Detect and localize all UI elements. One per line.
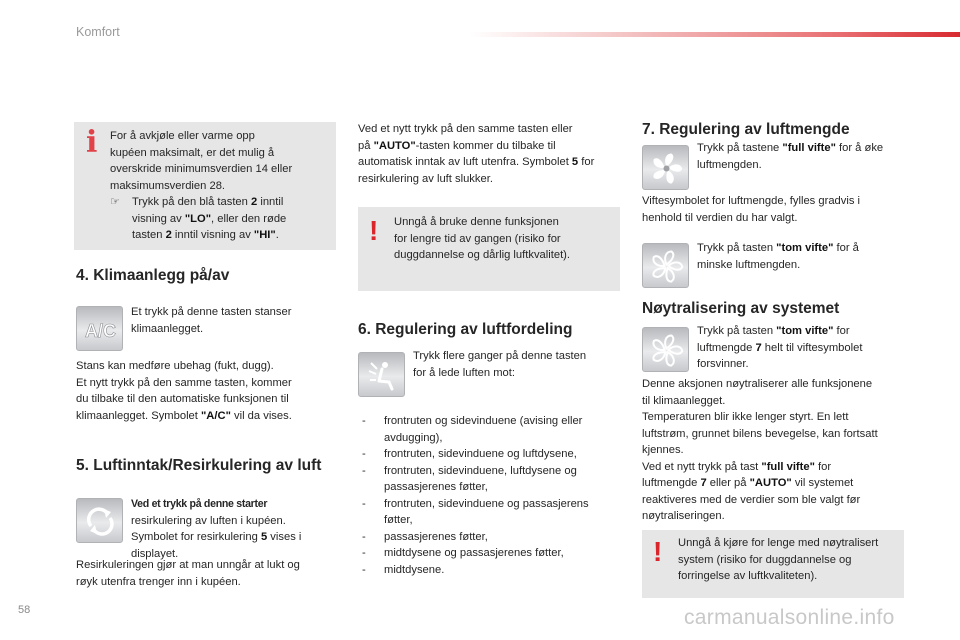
info-text: For å avkjøle eller varme opp kupéen maksimalt, er det mulig å overskride minimumsverdien 14 eller maksimumsverdien 28. ☞ Trykk på den blå tasten 2 inntil visning av "LO", eller den røde tasten 2 inntil visning av "HI". (110, 128, 332, 244)
list-item: - frontruten, sidevinduene, luftdysene og passasjerenes føtter, (362, 463, 630, 496)
fan-empty-button (642, 243, 689, 288)
section-5-body: Resirkuleringen gjør at man unngår at lukt og røyk utenfra trenger inn i kupéen. (76, 559, 300, 588)
fan-full-desc: Trykk på tastene "full vifte" for å øke luftmengden. (697, 142, 884, 171)
section-5-title: 5. Luftinntak/Resirkulering av luft (76, 457, 322, 474)
recirculation-desc: Ved et trykk på denne starter resirkulering av luften i kupéen. Symbolet for resirkulering 5 vises i displayet. (131, 498, 302, 560)
section-6-title: 6. Regulering av luftfordeling (358, 321, 573, 338)
warning-2-text: Unngå å kjøre for lenge med nøytralisert system (risiko for duggdannelse og forringelse av luftkvaliteten). (678, 537, 879, 582)
neutralisation-title: Nøytralisering av systemet (642, 300, 840, 317)
header-rule (470, 32, 960, 37)
list-item: - frontruten og sidevinduene (avising eller avdugging), (362, 413, 630, 446)
list-item: - frontruten, sidevinduene og luftdysene, (362, 446, 630, 463)
info-icon: i (86, 125, 98, 160)
page-number: 58 (18, 604, 31, 616)
section-7-title: 7. Regulering av luftmengde (642, 121, 850, 138)
ac-button (76, 306, 123, 351)
air-distribution-button (358, 352, 405, 397)
fan-empty-button-2 (642, 327, 689, 372)
col2-intro: Ved et nytt trykk på den samme tasten eller på "AUTO"-tasten kommer du tilbake til automatisk inntak av luft utenfra. Symbolet 5 for resirkulering av luft slukker. (358, 123, 595, 185)
air-distribution-icon (359, 353, 406, 398)
list-item: - midtdysene og passasjerenes føtter, (362, 545, 630, 562)
section-4-body: Stans kan medføre ubehag (fukt, dugg). Et nytt trykk på den samme tasten, kommer du tilbake til den automatiske funksjonen til klimaanlegget. Symbolet "A/C" vil da vises. (76, 360, 292, 422)
fan-empty-icon (643, 328, 690, 373)
neutralisation-body: Denne aksjonen nøytraliserer alle funksjonene til klimaanlegget. Temperaturen blir ikke lenger styrt. En lett luftstrøm, grunnet bilens bevegelse, kan fortsatt kjennes. Ved et nytt trykk på tast "full vifte" for luftmengde 7 eller på "AUTO" vil systemet reaktiveres med de verdier som ble valgt før nøytraliseringen. (642, 378, 878, 522)
warning-icon: ! (653, 536, 663, 567)
warning-1-text: Unngå å bruke denne funksjonen for lengre tid av gangen (risiko for duggdannelse og dårlig luftkvalitet). (394, 216, 571, 261)
watermark: carmanualsonline.info (684, 606, 895, 629)
distribution-list (362, 413, 630, 578)
list-item: - midtdysene. (362, 562, 630, 579)
ac-icon (77, 307, 124, 352)
recirculation-button (76, 498, 123, 543)
svg-text:A/C: A/C (85, 321, 116, 341)
list-item: - frontruten, sidevinduene og passasjerens føtter, (362, 496, 630, 529)
air-distribution-desc: Trykk flere ganger på denne tasten for å lede luften mot: (413, 350, 587, 379)
warning-icon: ! (369, 215, 379, 246)
ac-button-desc: Et trykk på denne tasten stanser klimaanlegget. (131, 306, 292, 335)
neutralisation-step: Trykk på tasten "tom vifte" for luftmengde 7 helt til viftesymbolet forsvinner. (697, 325, 863, 370)
fan-empty-icon (643, 244, 690, 289)
section-4-title: 4. Klimaanlegg på/av (76, 267, 230, 284)
step-arrow-icon: ☞ (110, 195, 120, 208)
fan-full-icon (643, 146, 690, 191)
fan-symbol-text: Viftesymbolet for luftmengde, fylles gradvis i henhold til verdien du har valgt. (642, 195, 861, 224)
fan-full-button (642, 145, 689, 190)
list-item: - passasjerenes føtter, (362, 529, 630, 546)
info-step: ☞ Trykk på den blå tasten 2 inntil visning av "LO", eller den røde tasten 2 inntil visning av "HI". (110, 195, 287, 241)
fan-empty-desc: Trykk på tasten "tom vifte" for å minske luftmengden. (697, 242, 859, 271)
recirculation-icon (77, 499, 124, 544)
section-header: Komfort (76, 25, 120, 39)
